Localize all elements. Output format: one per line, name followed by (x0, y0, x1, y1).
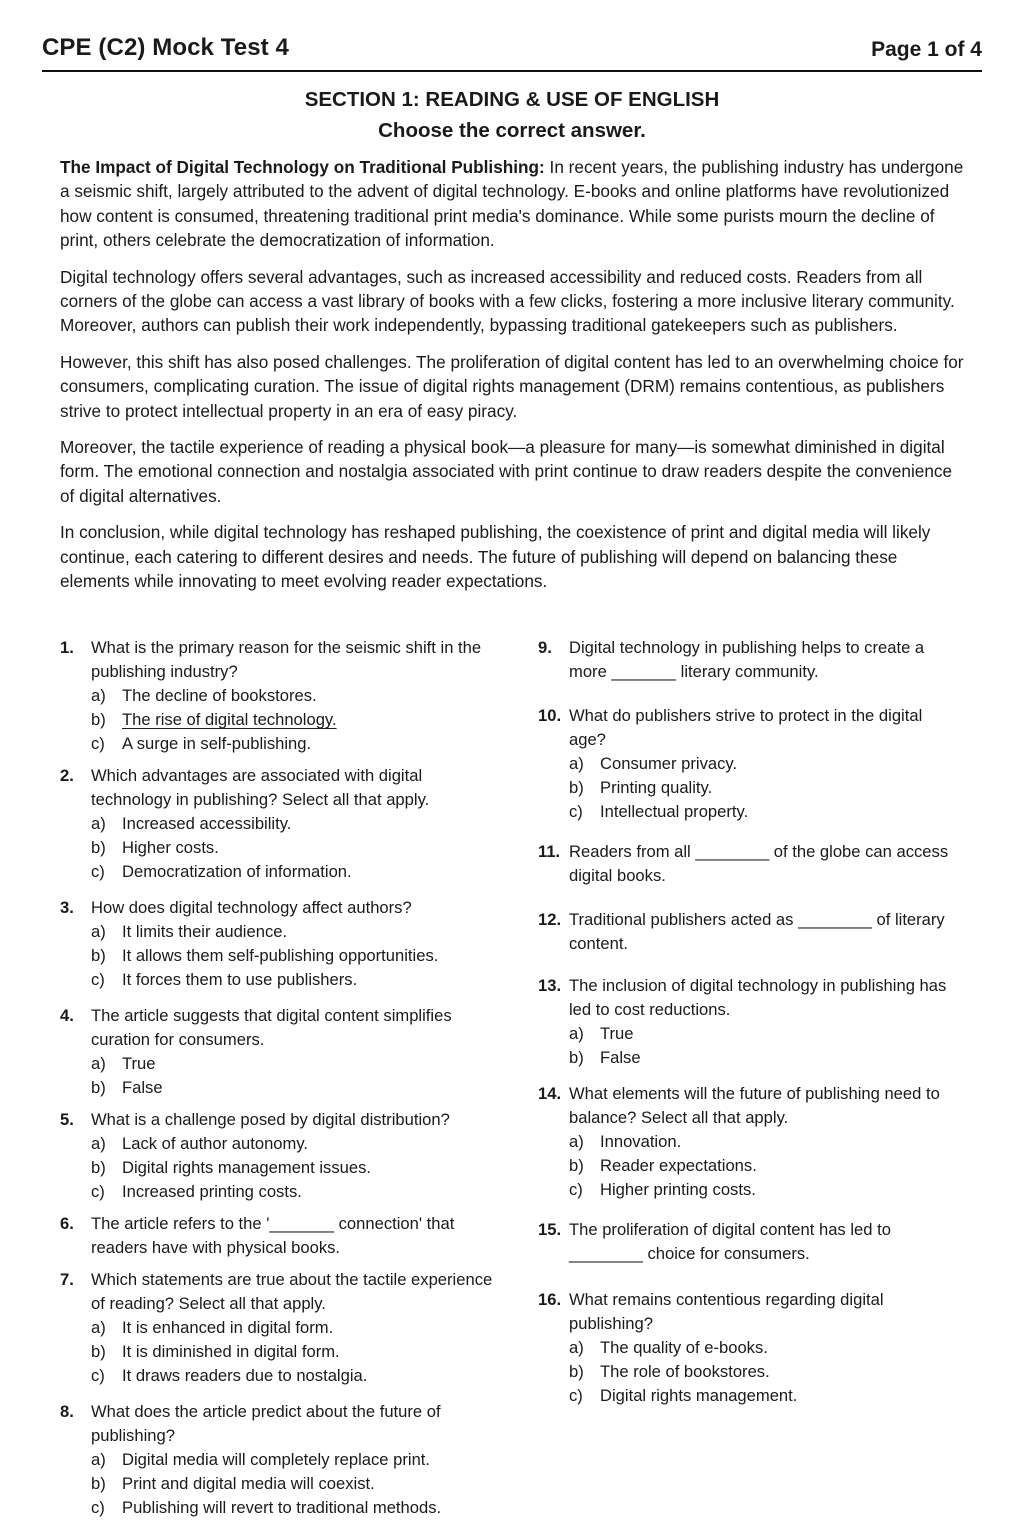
answer-option[interactable] (91, 1364, 500, 1388)
answer-option[interactable] (91, 812, 500, 836)
option-text: False (122, 1078, 163, 1097)
answer-options (91, 920, 500, 992)
option-text: True (600, 1024, 634, 1043)
question-number: 15. (538, 1220, 562, 1239)
option-text: Digital rights management issues. (122, 1158, 372, 1177)
passage-paragraph: Digital technology offers several advantages, such as increased accessibility and reduced costs. Readers from all corners of the globe can access a vast library of books with a few clicks, fostering a more inclusive literary community. Moreover, authors can publish their work independently, bypassing traditional gatekeepers such as publishers. (60, 266, 955, 336)
option-text: Reader expectations. (600, 1156, 757, 1175)
answer-option[interactable] (91, 1496, 500, 1520)
option-letter: a) (569, 1024, 584, 1043)
section-title: SECTION 1: READING & USE OF ENGLISH (304, 88, 720, 111)
passage-title: The Impact of Digital Technology on Traditional Publishing: (60, 157, 545, 177)
question-text: What elements will the future of publishing need to balance? Select all that apply. (569, 1084, 940, 1127)
question-item (60, 1108, 500, 1204)
answer-option[interactable] (91, 1472, 500, 1496)
question-item (60, 896, 500, 992)
option-text: It is diminished in digital form. (122, 1342, 340, 1361)
question-item (538, 1288, 958, 1408)
answer-option[interactable] (91, 684, 500, 708)
answer-option[interactable] (91, 920, 500, 944)
answer-option[interactable] (91, 1316, 500, 1340)
option-letter: b) (569, 1048, 584, 1067)
passage-text: In recent years, the publishing industry has undergone a seismic shift, largely attributed to the advent of digital technology. E-books and online platforms have revolutionized how content is consumed, threatening traditional print media's dominance. While some purists mourn the decline of print, others celebrate the democratization of information. (60, 157, 964, 251)
option-text: Digital rights management. (600, 1386, 798, 1405)
question-text: Readers from all ________ of the globe can access digital books. (569, 842, 949, 885)
option-letter: a) (91, 814, 106, 833)
question-number: 4. (60, 1006, 74, 1025)
answer-option[interactable] (569, 1360, 958, 1384)
question-number: 12. (538, 910, 562, 929)
page-header (42, 34, 982, 72)
question-number: 2. (60, 766, 74, 785)
answer-option[interactable] (91, 860, 500, 884)
option-letter: b) (91, 946, 106, 965)
question-text: The article suggests that digital content simplifies curation for consumers. (91, 1006, 452, 1049)
reading-passage (60, 155, 970, 606)
option-letter: c) (569, 1180, 583, 1199)
option-text: Innovation. (600, 1132, 682, 1151)
option-text: Lack of author autonomy. (122, 1134, 309, 1153)
question-text: What remains contentious regarding digital publishing? (569, 1290, 884, 1333)
question-number: 11. (538, 842, 561, 861)
answer-option[interactable] (569, 1178, 958, 1202)
answer-option[interactable] (91, 1340, 500, 1364)
option-letter: a) (569, 754, 584, 773)
answer-option[interactable] (569, 1154, 958, 1178)
questions-left-column (60, 636, 500, 1528)
option-letter: a) (569, 1132, 584, 1151)
option-text: Publishing will revert to traditional methods. (122, 1498, 442, 1517)
answer-options (91, 1316, 500, 1388)
passage-paragraph: Moreover, the tactile experience of reading a physical book—a pleasure for many—is somewhat diminished in digital form. The emotional connection and nostalgia associated with print continue to draw readers despite the convenience of digital alternatives. (60, 437, 953, 506)
option-text: Printing quality. (600, 778, 713, 797)
option-letter: c) (91, 1498, 105, 1517)
answer-option[interactable] (91, 1052, 500, 1076)
option-letter: a) (569, 1338, 584, 1357)
question-item (538, 908, 958, 956)
question-text: Traditional publishers acted as ________ of literary content. (569, 910, 945, 953)
answer-option[interactable] (91, 1076, 500, 1100)
answer-option[interactable] (91, 968, 500, 992)
option-text: Digital media will completely replace print. (122, 1450, 431, 1469)
option-text: Intellectual property. (600, 802, 749, 821)
question-text: Digital technology in publishing helps to create a more _______ literary community. (569, 638, 925, 681)
answer-options (91, 1132, 500, 1204)
option-text: The role of bookstores. (600, 1362, 770, 1381)
question-text: Which statements are true about the tactile experience of reading? Select all that apply. (91, 1270, 493, 1313)
option-text: Higher printing costs. (600, 1180, 756, 1199)
answer-option[interactable] (91, 1156, 500, 1180)
question-item (60, 1004, 500, 1100)
question-number: 8. (60, 1402, 74, 1421)
question-text: How does digital technology affect authors? (91, 898, 412, 917)
option-letter: c) (91, 970, 105, 989)
question-item (60, 1268, 500, 1388)
answer-option[interactable] (569, 1336, 958, 1360)
question-number: 10. (538, 706, 562, 725)
question-item (60, 764, 500, 884)
question-text: What do publishers strive to protect in the digital age? (569, 706, 923, 749)
option-letter: b) (91, 1158, 106, 1177)
answer-options (569, 1336, 958, 1408)
option-letter: b) (91, 710, 106, 729)
option-letter: b) (91, 838, 106, 857)
option-letter: c) (569, 802, 583, 821)
answer-option[interactable] (91, 708, 500, 732)
question-text: The proliferation of digital content has led to ________ choice for consumers. (569, 1220, 891, 1263)
answer-option[interactable] (91, 836, 500, 860)
option-letter: b) (91, 1078, 106, 1097)
answer-option[interactable] (569, 752, 958, 776)
option-letter: a) (91, 922, 106, 941)
option-letter: a) (91, 1318, 106, 1337)
option-text: It limits their audience. (122, 922, 288, 941)
option-letter: c) (91, 1366, 105, 1385)
answer-option[interactable] (569, 1022, 958, 1046)
answer-option[interactable] (569, 800, 958, 824)
option-text: Higher costs. (122, 838, 219, 857)
question-text: Which advantages are associated with digital technology in publishing? Select all that apply. (91, 766, 430, 809)
question-number: 7. (60, 1270, 74, 1289)
question-number: 3. (60, 898, 74, 917)
answer-options (91, 1052, 500, 1100)
option-text: False (600, 1048, 641, 1067)
test-title: CPE (C2) Mock Test 4 (42, 34, 289, 61)
answer-option[interactable] (569, 1046, 958, 1070)
question-item (60, 1400, 500, 1520)
answer-option[interactable] (91, 1180, 500, 1204)
question-text: The article refers to the '_______ connection' that readers have with physical books. (91, 1214, 455, 1257)
answer-option[interactable] (91, 944, 500, 968)
answer-options (569, 1130, 958, 1202)
question-text: The inclusion of digital technology in publishing has led to cost reductions. (569, 976, 947, 1019)
option-letter: b) (569, 778, 584, 797)
answer-options (91, 812, 500, 884)
question-item (538, 1218, 958, 1266)
option-letter: b) (91, 1474, 106, 1493)
questions-right-column (538, 636, 958, 1416)
option-text: Consumer privacy. (600, 754, 738, 773)
option-letter: c) (91, 1182, 105, 1201)
answer-options (569, 1022, 958, 1070)
question-text: What does the article predict about the future of publishing? (91, 1402, 441, 1445)
question-number: 1. (60, 638, 74, 657)
answer-option[interactable] (91, 732, 500, 756)
option-text: The decline of bookstores. (122, 686, 317, 705)
option-text: It forces them to use publishers. (122, 970, 358, 989)
option-text: Print and digital media will coexist. (122, 1474, 375, 1493)
page-number: Page 1 of 4 (871, 38, 982, 61)
question-item (538, 974, 958, 1070)
option-text: Democratization of information. (122, 862, 352, 881)
answer-options (91, 1448, 500, 1520)
question-number: 13. (538, 976, 562, 995)
answer-options (569, 752, 958, 824)
option-letter: b) (569, 1362, 584, 1381)
question-item (60, 1212, 500, 1260)
option-letter: c) (91, 734, 105, 753)
option-text: Increased accessibility. (122, 814, 292, 833)
question-number: 16. (538, 1290, 562, 1309)
option-text: True (122, 1054, 156, 1073)
passage-paragraph (60, 155, 970, 253)
question-item (60, 636, 500, 756)
answer-option[interactable] (91, 1132, 500, 1156)
question-number: 9. (538, 638, 552, 657)
question-number: 14. (538, 1084, 562, 1103)
passage-paragraph: However, this shift has also posed challenges. The proliferation of digital content has led to an overwhelming choice for consumers, complicating curation. The issue of digital rights management (DRM) remains contentious, as publishers strive to protect intellectual property in an era of easy piracy. (60, 351, 964, 421)
option-letter: a) (91, 1054, 106, 1073)
answer-option[interactable] (91, 1448, 500, 1472)
answer-options (91, 684, 500, 756)
question-item (538, 840, 958, 888)
option-text: Increased printing costs. (122, 1182, 302, 1201)
option-letter: a) (91, 686, 106, 705)
option-text: The rise of digital technology. (122, 710, 337, 729)
question-text: What is the primary reason for the seismic shift in the publishing industry? (91, 638, 482, 681)
option-letter: a) (91, 1134, 106, 1153)
question-item (538, 636, 958, 684)
question-item (538, 704, 958, 824)
option-text: It draws readers due to nostalgia. (122, 1366, 368, 1385)
passage-paragraph: In conclusion, while digital technology has reshaped publishing, the coexistence of print and digital media will likely continue, each catering to different desires and needs. The future of publishing will depend on balancing these elements while innovating to meet evolving reader expectations. (60, 522, 931, 592)
option-letter: b) (91, 1342, 106, 1361)
option-text: The quality of e-books. (600, 1338, 768, 1357)
instruction: Choose the correct answer. (378, 119, 646, 142)
question-text: What is a challenge posed by digital distribution? (91, 1110, 450, 1129)
option-letter: b) (569, 1156, 584, 1175)
answer-option[interactable] (569, 1130, 958, 1154)
option-letter: c) (91, 862, 105, 881)
answer-option[interactable] (569, 1384, 958, 1408)
option-letter: c) (569, 1386, 583, 1405)
option-letter: a) (91, 1450, 106, 1469)
answer-option[interactable] (569, 776, 958, 800)
question-item (538, 1082, 958, 1202)
question-number: 6. (60, 1214, 74, 1233)
option-text: It is enhanced in digital form. (122, 1318, 334, 1337)
option-text: A surge in self-publishing. (122, 734, 312, 753)
option-text: It allows them self-publishing opportunities. (122, 946, 439, 965)
question-number: 5. (60, 1110, 74, 1129)
